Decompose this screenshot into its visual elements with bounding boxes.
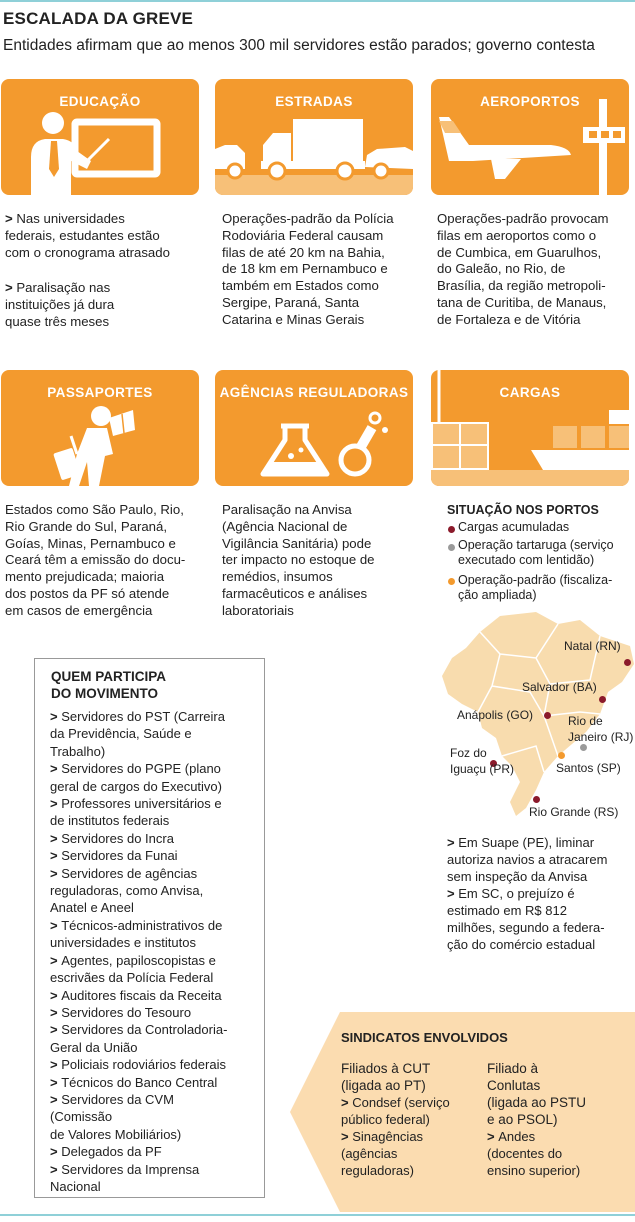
city-foz: Foz do Iguaçu (PR) [450,746,515,776]
city-rio: Rio de Janeiro (RJ) [568,714,634,744]
card-title: AGÊNCIAS REGULADORAS [219,385,409,400]
city-santos: Santos (SP) [556,761,621,775]
conlutas-heading: Filiado à Conlutas (ligada ao PSTU e ao PSOL) [487,1061,587,1127]
quem-list-item: > Servidores da Controladoria- Geral da União [50,1022,228,1055]
quem-list-item: > Servidores do PST (Carreira da Previdência, Saúde e Trabalho) [50,709,225,759]
legend-dot-standard [448,578,455,585]
quem-list-item: > Servidores da Funai [50,848,178,864]
card-title: ESTRADAS [275,94,353,109]
educacao-text-2: > Paralisação nas instituições já dura quase três meses [5,280,115,329]
city-anapolis: Anápolis (GO) [457,708,534,722]
passaportes-text: Estados como São Paulo, Rio, Rio Grande do Sul, Paraná, Goías, Minas, Pernambuco e Ceará têm a emissão do docu- mento prejudicada; maioria dos postos da PF só atende em casos de emergência [5,502,186,618]
quem-list-item: > Professores universitários e de institutos federais [50,796,222,829]
aeroportos-text: Operações-padrão provocam filas em aeroportos como o de Cumbica, em Guarulhos, do Galeão, no Rio, de Brasília, da região metropoli- tana de Curitiba, de Manaus, de Fortaleza e de Vitória [437,211,609,327]
sindicatos-conlutas [487,1060,627,1179]
estradas-text: Operações-padrão da Polícia Rodoviária Federal causam filas de até 20 km na Bahia, de 18 km em Pernambuco e também em Estados como Sergipe, Paraná, Santa Catarina e Minas Gerais [222,211,394,327]
legend-dot-slow [448,544,455,551]
quem-list-item: > Servidores do Tesouro [50,1004,192,1020]
map-dot-salvador [599,696,606,703]
quem-list-item: > Servidores do PGPE (plano geral de cargos do Executivo) [50,761,222,794]
quem-list-item: > Agentes, papiloscopistas e escrivães da Polícia Federal [50,952,216,986]
quem-list-item: > Policiais rodoviários federais [50,1057,226,1073]
sindicatos-cut [341,1060,473,1179]
quem-list-item: > Servidores de agências reguladoras, como Anvisa, Anatel e Aneel [50,865,204,916]
quem-list-item: > Servidores do Incra [50,830,174,846]
page-title: ESCALADA DA GREVE [3,9,194,28]
city-riogrande: Rio Grande (RS) [529,805,619,819]
map-dot-anapolis [544,712,551,719]
port-notes [447,834,627,953]
city-natal: Natal (RN) [564,639,621,653]
note-item: > Em SC, o prejuízo é estimado em R$ 812 milhões, segundo a federa- ção do comércio estadual [447,886,605,952]
card-title: AEROPORTOS [480,94,580,109]
card-cargas [431,370,629,486]
quem-list-item: > Técnicos do Banco Central [50,1074,218,1090]
quem-list-item: > Técnicos-administrativos de universidades e institutos [50,917,223,951]
cut-heading: Filiados à CUT (ligada ao PT) [341,1061,431,1093]
quem-participa-list [50,708,260,1195]
city-salvador: Salvador (BA) [522,680,597,694]
map-dot-riogrande [533,796,540,803]
quem-list-item: > Auditores fiscais da Receita [50,987,222,1003]
conlutas-item: > Andes (docentes do ensino superior) [487,1129,581,1178]
map-dot-santos [558,752,565,759]
legend-slow: Operação tartaruga (serviço executado com lentidão) [458,538,614,567]
page-subtitle: Entidades afirmam que ao menos 300 mil servidores estão parados; governo contesta [3,37,595,54]
quem-participa-title: QUEM PARTICIPA DO MOVIMENTO [51,669,167,701]
legend-accumulated: Cargas acumuladas [458,520,570,534]
ports-title: SITUAÇÃO NOS PORTOS [447,503,599,517]
card-aeroportos [431,79,629,195]
legend-dot-accumulated [448,526,455,533]
quem-list-item: > Delegados da PF [50,1144,162,1160]
bottom-rule [0,1214,635,1216]
cut-item: > Sinagências (agências reguladoras) [341,1129,424,1178]
quem-list-item: > Servidores da Imprensa Nacional [50,1161,200,1194]
card-title: PASSAPORTES [47,385,153,400]
map-dot-rio [580,744,587,751]
cut-item: > Condsef (serviço público federal) [341,1095,450,1127]
card-educacao [1,79,199,195]
card-title: CARGAS [499,385,561,400]
quem-list-item: > Servidores da CVM (Comissão de Valores Mobiliários) [50,1091,182,1142]
note-item: > Em Suape (PE), liminar autoriza navios a atracarem sem inspeção da Anvisa [447,835,608,884]
sindicatos-title: SINDICATOS ENVOLVIDOS [341,1030,508,1045]
card-estradas [215,79,413,195]
map-dot-natal [624,659,631,666]
card-passaportes [1,370,199,486]
agencias-text: Paralisação na Anvisa (Agência Nacional de Vigilância Sanitária) pode ter impacto no estoque de remédios, insumos farmacêuticos e análises laboratoriais [222,502,375,618]
top-rule [0,0,635,2]
legend-standard: Operação-padrão (fiscaliza- ção ampliada) [458,573,613,602]
card-title: EDUCAÇÃO [59,94,141,109]
educacao-text-1: > Nas universidades federais, estudantes estão com o cronograma atrasado [5,211,170,260]
card-agencias [215,370,413,486]
